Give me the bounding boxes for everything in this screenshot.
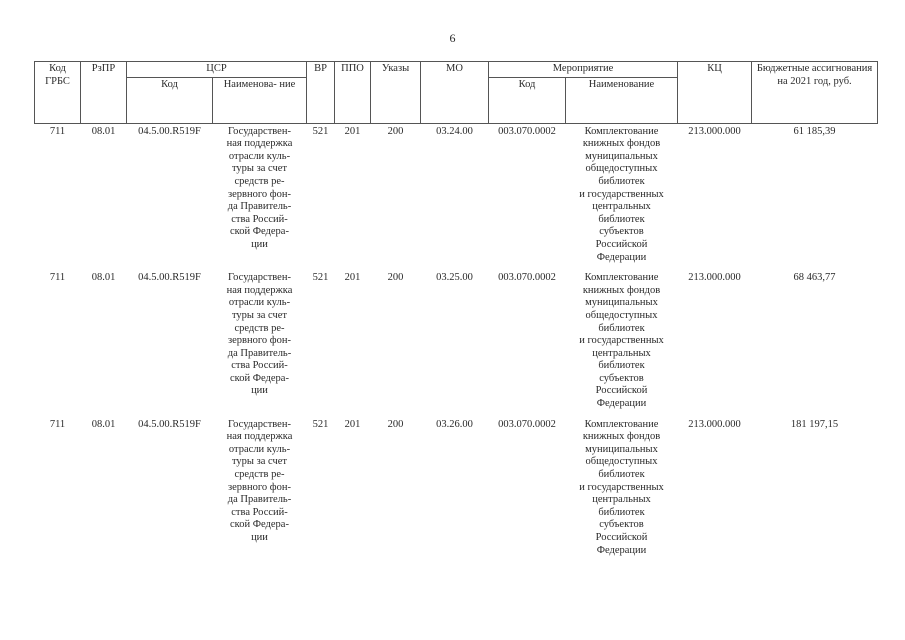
cell-ukazy: 200 bbox=[387, 125, 404, 137]
text-line: книжных фондов bbox=[582, 284, 661, 296]
text-line: Российской bbox=[595, 385, 648, 397]
page-number: 6 bbox=[449, 31, 456, 45]
text-line: Федерации bbox=[596, 398, 647, 410]
table-body bbox=[35, 123, 878, 563]
text-line: Российской bbox=[595, 532, 648, 543]
table-row bbox=[35, 270, 878, 417]
text-line: общедоступных bbox=[585, 456, 658, 468]
text-line: ции bbox=[251, 532, 268, 543]
cell-csr-kod: 04.5.00.R519F bbox=[138, 418, 201, 430]
cell-ukazy: 200 bbox=[387, 418, 404, 430]
cell-csr-kod: 04.5.00.R519F bbox=[138, 125, 201, 137]
cell-csr-name bbox=[213, 270, 307, 417]
cell-mo: 03.24.00 bbox=[436, 125, 473, 137]
cell-grbs: 711 bbox=[49, 125, 66, 137]
text-line: библиотек bbox=[598, 213, 645, 225]
text-line: отрасли куль- bbox=[228, 297, 291, 309]
text-line: туры за счет bbox=[231, 456, 288, 468]
text-line: общедоступных bbox=[585, 163, 658, 175]
text-line: и государственных bbox=[579, 188, 664, 200]
cell-ukazy: 200 bbox=[387, 272, 404, 284]
cell-vr: 521 bbox=[312, 418, 329, 430]
header-csr-name: Наименова- ние bbox=[213, 77, 307, 123]
text-line: да Правитель- bbox=[227, 201, 292, 213]
cell-mer-name bbox=[566, 270, 678, 417]
text-line: муниципальных bbox=[585, 443, 658, 455]
text-line: Комплектование bbox=[584, 418, 659, 430]
text-line: средств ре- bbox=[234, 175, 285, 187]
cell-mer-kod: 003.070.0002 bbox=[498, 418, 556, 430]
text-line: ции bbox=[251, 238, 268, 250]
cell-mo: 03.25.00 bbox=[436, 272, 473, 284]
cell-csr-name bbox=[213, 123, 307, 270]
cell-mer-name bbox=[566, 123, 678, 270]
header-mer-name: Наименование bbox=[566, 77, 678, 123]
header-csr: ЦСР bbox=[127, 62, 307, 78]
cell-amount: 61 185,39 bbox=[793, 125, 836, 137]
cell-rzpr: 08.01 bbox=[91, 125, 116, 137]
text-line: библиотек bbox=[598, 469, 645, 481]
cell-mer-name bbox=[566, 417, 678, 564]
table-row bbox=[35, 123, 878, 270]
cell-ppo: 201 bbox=[344, 418, 361, 430]
cell-amount: 181 197,15 bbox=[790, 418, 839, 430]
text-line: центральных bbox=[592, 201, 651, 213]
cell-rzpr: 08.01 bbox=[91, 272, 116, 284]
text-line: средств ре- bbox=[234, 469, 285, 481]
cell-csr-kod: 04.5.00.R519F bbox=[138, 272, 201, 284]
text-line: книжных фондов bbox=[582, 431, 661, 443]
text-line: зервного фон- bbox=[228, 335, 291, 347]
text-line: библиотек bbox=[598, 175, 645, 187]
cell-mer-kod: 003.070.0002 bbox=[498, 125, 556, 137]
table-row bbox=[35, 417, 878, 564]
text-line: Комплектование bbox=[584, 272, 659, 284]
text-line: отрасли куль- bbox=[228, 443, 291, 455]
text-line: ства Россий- bbox=[231, 360, 288, 372]
header-ppo: ППО bbox=[335, 62, 371, 124]
text-line: ная поддержка bbox=[226, 431, 293, 443]
text-line: да Правитель- bbox=[227, 347, 292, 359]
header-vr: ВР bbox=[307, 62, 335, 124]
text-line: центральных bbox=[592, 494, 651, 506]
header-kod-grbs: Код ГРБС bbox=[35, 62, 81, 124]
header-mo: МО bbox=[421, 62, 489, 124]
cell-mo: 03.26.00 bbox=[436, 418, 473, 430]
header-budget: Бюджетные ассигнования на 2021 год, руб. bbox=[752, 62, 878, 124]
text-line: ской Федера- bbox=[230, 372, 289, 384]
text-line: туры за счет bbox=[231, 309, 288, 321]
cell-kc: 213.000.000 bbox=[688, 125, 741, 137]
text-line: Комплектование bbox=[584, 125, 659, 137]
text-line: субъектов bbox=[599, 226, 644, 238]
header-ukazy: Указы bbox=[371, 62, 421, 124]
text-line: Государствен- bbox=[228, 125, 291, 137]
text-line: Государствен- bbox=[228, 272, 291, 284]
text-line: Федерации bbox=[596, 544, 647, 556]
text-line: да Правитель- bbox=[227, 494, 292, 506]
text-line: ции bbox=[251, 385, 268, 397]
cell-csr-name bbox=[213, 417, 307, 564]
cell-rzpr: 08.01 bbox=[91, 418, 116, 430]
table-header bbox=[35, 62, 878, 124]
text-line: ная поддержка bbox=[226, 284, 293, 296]
text-line: муниципальных bbox=[585, 297, 658, 309]
cell-vr: 521 bbox=[312, 125, 329, 137]
text-line: и государственных bbox=[579, 481, 664, 493]
text-line: ная поддержка bbox=[226, 138, 293, 150]
text-line: книжных фондов bbox=[582, 138, 661, 150]
header-rzpr: РзПР bbox=[81, 62, 127, 124]
text-line: зервного фон- bbox=[228, 481, 291, 493]
text-line: субъектов bbox=[599, 372, 644, 384]
text-line: ства Россий- bbox=[231, 213, 288, 225]
cell-grbs: 711 bbox=[49, 418, 66, 430]
text-line: ства Россий- bbox=[231, 506, 288, 518]
cell-ppo: 201 bbox=[344, 272, 361, 284]
cell-ppo: 201 bbox=[344, 125, 361, 137]
header-kc: КЦ bbox=[678, 62, 752, 124]
text-line: зервного фон- bbox=[228, 188, 291, 200]
text-line: библиотек bbox=[598, 322, 645, 334]
budget-table bbox=[34, 61, 878, 563]
text-line: отрасли куль- bbox=[228, 150, 291, 162]
text-line: субъектов bbox=[599, 519, 644, 531]
header-mer-kod: Код bbox=[489, 77, 566, 123]
header-meropriyatie: Мероприятие bbox=[489, 62, 678, 78]
text-line: Государствен- bbox=[228, 418, 291, 430]
text-line: центральных bbox=[592, 347, 651, 359]
cell-kc: 213.000.000 bbox=[688, 418, 741, 430]
cell-amount: 68 463,77 bbox=[793, 272, 836, 284]
cell-vr: 521 bbox=[312, 272, 329, 284]
text-line: средств ре- bbox=[234, 322, 285, 334]
text-line: Российской bbox=[595, 238, 648, 250]
text-line: библиотек bbox=[598, 506, 645, 518]
text-line: и государственных bbox=[579, 335, 664, 347]
text-line: общедоступных bbox=[585, 309, 658, 321]
text-line: ской Федера- bbox=[230, 519, 289, 531]
text-line: ской Федера- bbox=[230, 226, 289, 238]
text-line: Федерации bbox=[596, 251, 647, 263]
text-line: туры за счет bbox=[231, 163, 288, 175]
text-line: муниципальных bbox=[585, 150, 658, 162]
cell-kc: 213.000.000 bbox=[688, 272, 741, 284]
cell-mer-kod: 003.070.0002 bbox=[498, 272, 556, 284]
text-line: библиотек bbox=[598, 360, 645, 372]
cell-grbs: 711 bbox=[49, 272, 66, 284]
header-csr-kod: Код bbox=[127, 77, 213, 123]
